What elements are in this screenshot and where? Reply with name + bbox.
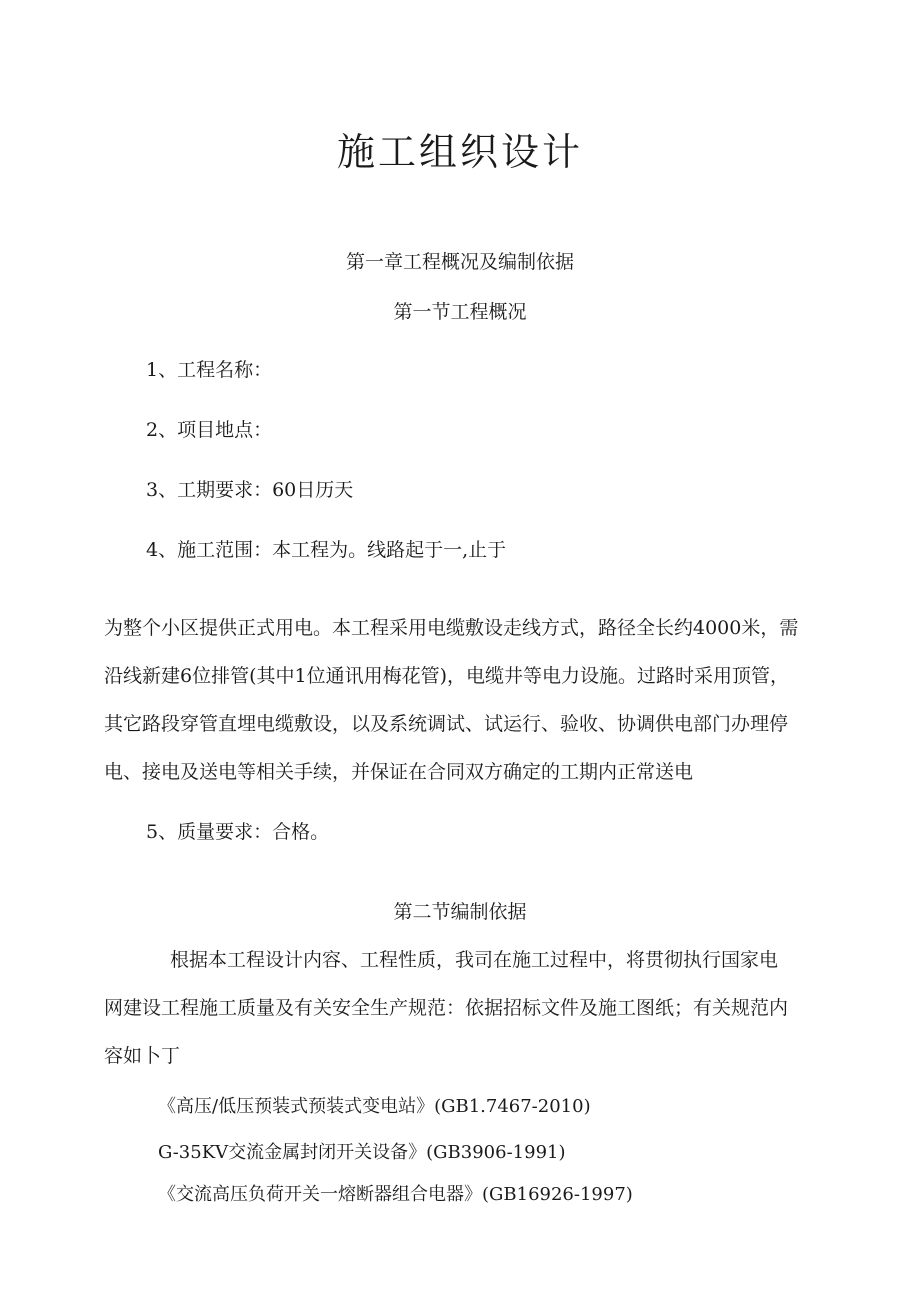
basis-line: 网建设工程施工质量及有关安全生产规范：依据招标文件及施工图纸；有关规范内 xyxy=(104,997,789,1019)
section1-heading: 第一节工程概况 xyxy=(393,301,527,323)
section2-heading: 第二节编制依据 xyxy=(393,901,527,923)
basis-line: 容如卜丁 xyxy=(104,1045,181,1067)
item-project-location: 2、项目地点： xyxy=(146,419,273,441)
scope-line: 电、接电及送电等相关手续，并保证在合同双方确定的工期内正常送电 xyxy=(104,761,694,783)
scope-paragraph xyxy=(104,604,824,796)
basis-paragraph xyxy=(104,936,824,1080)
chapter-heading: 第一章工程概况及编制依据 xyxy=(345,251,574,273)
standard-item: 《高压/低压预装式预装式变电站》(GB1.7467-2010) xyxy=(158,1096,591,1117)
item-schedule: 3、工期要求：60日历天 xyxy=(146,479,354,501)
basis-line: 根据本工程设计内容、工程性质，我司在施工过程中，将贯彻执行国家电 xyxy=(170,949,779,971)
scope-line: 为整个小区提供正式用电。本工程采用电缆敷设走线方式，路径全长约4000米，需 xyxy=(104,617,799,639)
document-title: 施工组织设计 xyxy=(336,130,583,174)
item-quality: 5、质量要求：合格。 xyxy=(146,821,330,843)
item-scope: 4、施工范围：本工程为。线路起于一,止于 xyxy=(146,539,507,561)
standard-item: G-35KV交流金属封闭开关设备》(GB3906-1991) xyxy=(158,1142,566,1163)
item-project-name: 1、工程名称： xyxy=(146,359,273,381)
scope-line: 沿线新建6位排管(其中1位通讯用梅花管)，电缆井等电力设施。过路时采用顶管， xyxy=(104,665,790,687)
standard-item: 《交流高压负荷开关一熔断器组合电器》(GB16926-1997) xyxy=(158,1184,633,1205)
scope-line: 其它路段穿管直埋电缆敷设，以及系统调试、试运行、验收、协调供电部门办理停 xyxy=(104,713,789,735)
